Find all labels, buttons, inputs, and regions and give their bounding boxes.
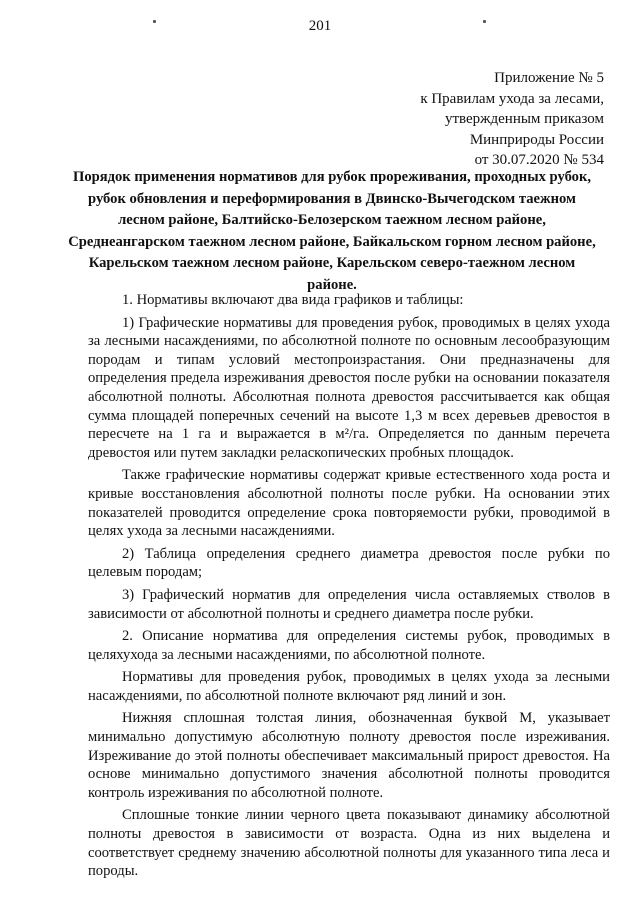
appendix-line: к Правилам ухода за лесами,: [420, 90, 604, 107]
paragraph: Нижняя сплошная толстая линия, обозначенная буквой М, указывает минимально допустимую абсолютную полноту древостоя после изреживания. Изреживание до этой полноты обеспечивает максимальный прирост древостоя. На основе минимально допустимого значения абсолютной полноты проводится контроль изреживания по абсолютной полноте.: [88, 710, 610, 801]
title-line: Карельском таежном лесном районе, Карельском северо-таежном лесном: [88, 255, 576, 272]
document-body: [88, 291, 610, 885]
paragraph: Сплошные тонкие линии черного цвета показывают динамику абсолютной полноты древостоя в зависимости от возраста. Одна из них выделена и соответствует среднему значению абсолютной полноты для указанного типа леса и породы.: [88, 807, 610, 880]
title-line: районе.: [307, 276, 357, 293]
paragraph: 1) Графические нормативы для проведения рубок, проводимых в целях ухода за лесными насаждениями, по абсолютной полноте по основным лесообразующим породам и типам условий местопроизрастания. Они предназначены для определения предела изреживания древостоя после рубки на основании показателя абсолютной полноты. Абсолютная полнота древостоя рассчитывается как общая сумма площадей поперечных сечений на высоте 1,3 м всех деревьев древостоя в пересчете на 1 га и выражается в м²/га. Определяется по данным перечета древостоя или путем закладки реласкопических пробных площадок.: [88, 314, 610, 461]
title-line: Порядок применения нормативов для рубок прореживания, проходных рубок,: [72, 169, 592, 185]
paragraph: 2. Описание норматива для определения системы рубок, проводимых в целяхухода за лесными насаждениями, по абсолютной полноте.: [88, 628, 610, 663]
title-line: лесном районе, Балтийско-Белозерском таежном лесном районе,: [118, 212, 546, 229]
appendix-line: утвержденным приказом: [444, 111, 604, 127]
paragraph: 3) Графический норматив для определения числа оставляемых стволов в зависимости от абсолютной полноты и среднего диаметра после рубки.: [88, 586, 610, 622]
paragraph: 2) Таблица определения среднего диаметра древостоя после рубки по целевым породам;: [88, 545, 610, 581]
paragraph: Также графические нормативы содержат кривые естественного хода роста и кривые восстановления абсолютной полноты после рубки. На основании этих показателей проводится определение срока повторяемости рубки, проводимой в целях ухода за лесными насаждениями.: [88, 467, 610, 540]
page-number: 201: [308, 18, 332, 34]
title-line: Среднеангарском таежном лесном районе, Байкальском горном лесном районе,: [68, 233, 596, 250]
appendix-line: от 30.07.2020 № 534: [474, 152, 604, 168]
appendix-header: [304, 68, 604, 171]
title-line: рубок обновления и переформирования в Двинско-Вычегодском таежном: [88, 190, 576, 207]
paragraph: Нормативы для проведения рубок, проводимых в целях ухода за лесными насаждениями, по абсолютной полноте включают ряд линий и зон.: [88, 669, 610, 704]
appendix-line: Приложение № 5: [494, 70, 604, 86]
paragraph: 1. Нормативы включают два вида графиков и таблицы:: [122, 292, 464, 308]
document-title: [52, 167, 612, 297]
appendix-line: Минприроды России: [469, 131, 604, 148]
